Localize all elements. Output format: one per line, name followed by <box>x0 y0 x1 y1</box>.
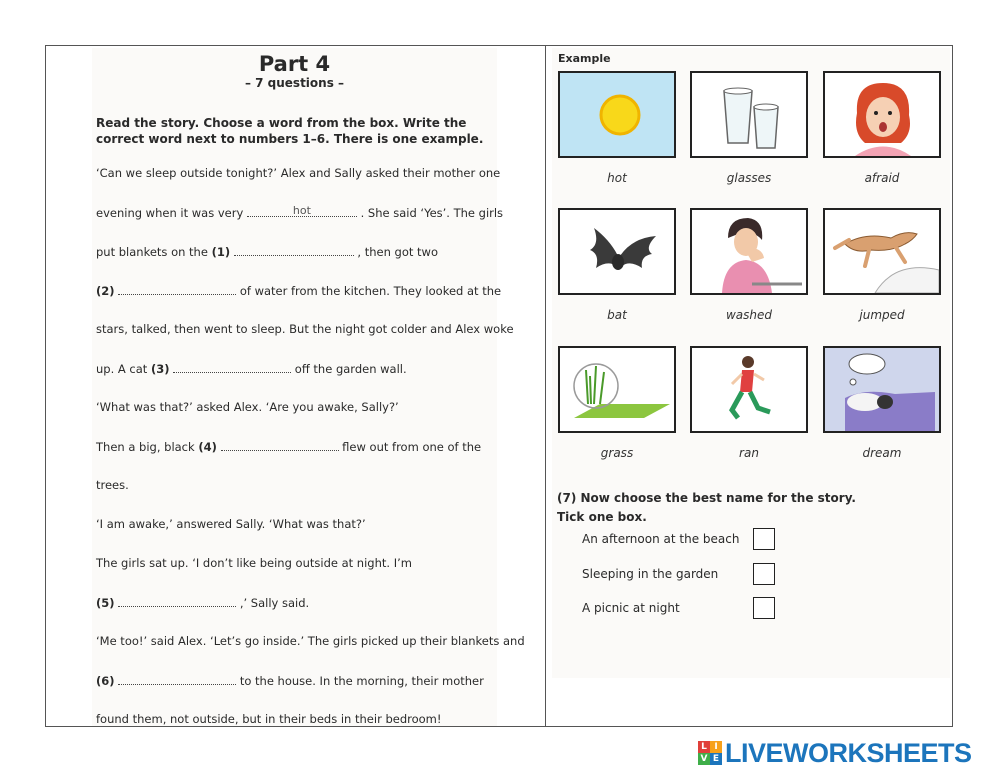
picture-grass <box>558 346 676 433</box>
picture-glasses <box>690 71 808 158</box>
story-line-4: (2) of water from the kitchen. They looked at the <box>96 284 502 298</box>
caption-washed: washed <box>725 308 773 322</box>
caption-hot: hot <box>607 171 627 185</box>
picture-washed <box>690 208 808 295</box>
liveworksheets-logo <box>698 738 972 768</box>
option-label-1: An afternoon at the beach <box>582 532 740 546</box>
option-checkbox-3[interactable] <box>753 597 775 619</box>
story-line-10: ‘I am awake,’ answered Sally. ‘What was that?’ <box>96 517 366 531</box>
caption-ran: ran <box>739 446 759 460</box>
story-line-13: ‘Me too!’ said Alex. ‘Let’s go inside.’ The girls picked up their blankets and <box>96 634 525 648</box>
picture-dream <box>823 346 941 433</box>
option-checkbox-2[interactable] <box>753 563 775 585</box>
story-line-1: ‘Can we sleep outside tonight?’ Alex and Sally asked their mother one <box>96 166 501 180</box>
story-line-14: (6) to the house. In the morning, their mother <box>96 674 484 688</box>
answer-input-1[interactable] <box>234 244 354 256</box>
picture-afraid <box>823 71 941 158</box>
story-line-12: (5) ,’ Sally said. <box>96 596 310 610</box>
story-line-6: up. A cat (3) off the garden wall. <box>96 362 407 376</box>
story-line-3: put blankets on the (1) , then got two <box>96 245 438 259</box>
story-line-2: evening when it was very hot . She said ‘Yes’. The girls <box>96 204 504 220</box>
story-line-5: stars, talked, then went to sleep. But the night got colder and Alex woke <box>96 322 514 336</box>
example-blank: hot <box>247 205 357 217</box>
answer-input-6[interactable] <box>118 673 236 685</box>
story-page <box>92 48 525 726</box>
caption-bat: bat <box>607 308 627 322</box>
option-label-2: Sleeping in the garden <box>582 567 719 581</box>
caption-dream: dream <box>862 446 902 460</box>
caption-jumped: jumped <box>859 308 905 322</box>
instructions: Read the story. Choose a word from the box. Write the correct word next to numbers 1–6. There is one example. <box>96 116 484 146</box>
caption-grass: grass <box>600 446 634 460</box>
story-line-11: The girls sat up. ‘I don’t like being outside at night. I’m <box>96 556 412 570</box>
option-checkbox-1[interactable] <box>753 528 775 550</box>
tick-instruction: Tick one box. <box>557 510 647 524</box>
story-line-9: trees. <box>96 478 129 492</box>
story-line-8: Then a big, black (4) flew out from one of the <box>96 440 482 454</box>
part-title: Part 4 <box>258 52 331 76</box>
logo-mark-icon: L I V E <box>698 741 722 765</box>
story-line-15: found them, not outside, but in their beds in their bedroom! <box>96 712 442 726</box>
example-label: Example <box>558 52 611 65</box>
caption-glasses: glasses <box>726 171 772 185</box>
picture-ran <box>690 346 808 433</box>
option-label-3: A picnic at night <box>582 601 680 615</box>
part-subtitle: – 7 questions – <box>244 76 345 90</box>
question-7: (7) Now choose the best name for the story. <box>557 491 856 505</box>
answer-input-4[interactable] <box>221 439 339 451</box>
page-divider <box>545 45 546 727</box>
caption-afraid: afraid <box>864 171 900 185</box>
picture-jumped <box>823 208 941 295</box>
logo-text: LIVEWORKSHEETS <box>725 737 972 768</box>
picture-bat <box>558 208 676 295</box>
answer-input-3[interactable] <box>173 361 291 373</box>
story-line-7: ‘What was that?’ asked Alex. ‘Are you awake, Sally?’ <box>96 400 399 414</box>
answer-input-5[interactable] <box>118 595 236 607</box>
answer-input-2[interactable] <box>118 283 236 295</box>
picture-hot <box>558 71 676 158</box>
